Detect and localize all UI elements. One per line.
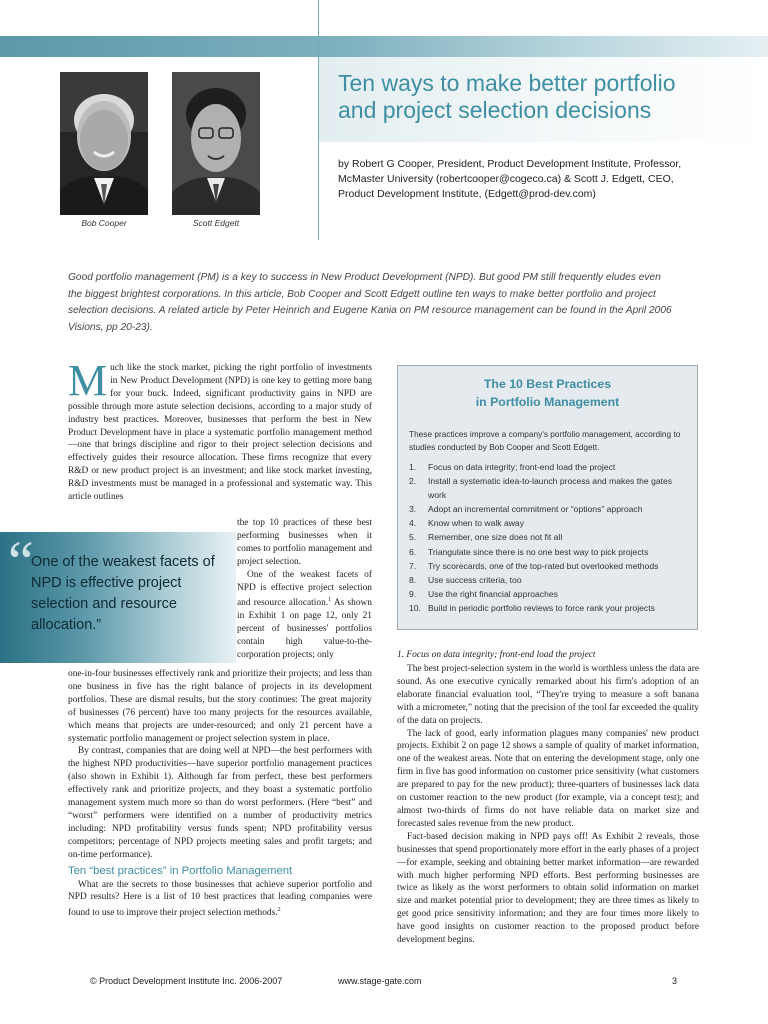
dismal-results-paragraph: one-in-four businesses effectively rank and prioritize their projects; and less than one business in five has the right balance of projects in its development portfolios. These are dismal results, but the story continues: The great majority of businesses (76 percent) have too many projects for the resources available, which means that projects are under-resourced; and only 21 percent have a systematic portfolio management or project selection system in place. [68, 669, 372, 744]
author-photo-scott-edgett [172, 72, 260, 215]
intro-line-1: Good portfolio management (PM) is a key to success in New Product Development (NPD). But good PM still frequently eludes even [68, 272, 661, 283]
list-item [409, 601, 694, 615]
best-practices-title-line-1: The 10 Best Practices [483, 377, 612, 391]
header-band [0, 36, 768, 57]
list-text: Remember, one size does not fit all [428, 532, 563, 543]
exhibit-text: As shown in Exhibit 1 on page 12, only 21 percent of businesses' portfolios contain high value-to-the-corporation projects; only [237, 598, 372, 661]
list-item-continuation [409, 488, 694, 502]
best-practices-list [409, 460, 694, 615]
best-performers-paragraph: By contrast, companies that are doing well at NPD—the best performers with the highest NPD productivities—have superior portfolio management practices (also shown in Exhibit 1). Although far from perfect, these best performers effectively rank and prioritize projects, and they boast a systematic portfolio management system much more so than do worst performers. (Here “best” and “worst” performers were identified on a number of productivity metrics including: NPD profitability versus funds spent; NPD profitability versus competitors; percentage of NPD projects meeting sales and profit targets; and on-time performance). [68, 746, 372, 860]
list-text: Try scorecards, one of the top-rated but overlooked methods [428, 560, 659, 571]
title-line-2: and project selection decisions [338, 97, 652, 123]
list-number: 5. [409, 532, 417, 543]
footnote-ref-1: 1 [328, 597, 332, 604]
list-item [409, 587, 694, 601]
secrets-paragraph [68, 879, 372, 921]
list-text: Use the right financial approaches [428, 588, 558, 599]
page-number: 3 [672, 976, 678, 986]
best-practices-intro: These practices improve a company's portfolio management, according to studies conducted by Bob Cooper and Scott Edgett. [409, 429, 681, 452]
list-text: Triangulate since there is no one best way to pick projects [428, 546, 649, 557]
best-practices-heading: Ten “best practices” in Portfolio Management [68, 864, 293, 877]
opening-paragraph-end: the top 10 practices of these best performing businesses when it comes to portfolio management and project selection. [237, 518, 372, 567]
pull-quote-text: One of the weakest facets of NPD is effective project selection and resource allocation.” [31, 554, 215, 633]
list-item [409, 502, 694, 516]
list-text: Focus on data integrity; front-end load the project [428, 462, 616, 472]
photo-caption-scott-edgett: Scott Edgett [192, 218, 240, 228]
secrets-text: What are the secrets to those businesses that achieve superior portfolio and NPD results? Here is a list of 10 best practices that leading companies were found to use to improve their project selection methods. [68, 879, 372, 919]
early-information-paragraph: The lack of good, early information plagues many companies' new product projects. Exhibit 2 on page 12 shows a sample of quality of market information, one of the weakest areas. Note that on entering the development stage, only one firm in five has good information on customer price sensitivity (what customers are prepared to pay for the new product); three-quarters of businesses lack data on customer reaction to the new product (for example, via a concept test); and almost two-thirds of firms do not have reliable data on market size and forecasted sales revenue from the new product. [397, 728, 699, 829]
fact-based-paragraph: Fact-based decision making in NPD pays off! As Exhibit 2 reveals, those businesses that spend proportionately more effort in the early phases of a project—for example, seeking and obtaining better market information—are rewarded with much higher performing NPD efforts. Best performing businesses are twice as likely as the worst performers to obtain solid information on market size and market potential prior to development; they are three times as likely to get good price sensitivity information; and they are four times more likely to have good insights on customer reaction to the proposed product before development begins. [397, 831, 699, 946]
photo-caption-bob-cooper: Bob Cooper [81, 218, 127, 228]
footnote-ref-2: 2 [277, 907, 281, 914]
opening-paragraph [68, 356, 372, 504]
byline [338, 157, 738, 202]
list-item [409, 516, 694, 530]
list-item [409, 474, 694, 488]
list-number: 4. [409, 518, 417, 529]
author-photo-bob-cooper [60, 72, 148, 215]
quote-mark: “ [8, 529, 34, 594]
list-number: 10. [409, 602, 421, 613]
intro-line-3: selection decisions. A related article by Peter Heinrich and Eugene Kania on PM resource management can be found in the April 2006 [68, 305, 672, 316]
list-item [409, 530, 694, 544]
best-practices-title-line-2: in Portfolio Management [475, 395, 620, 409]
drop-cap: M [68, 356, 108, 405]
list-text: work [428, 490, 447, 501]
intro-line-4: Visions, pp 20-23). [68, 321, 153, 333]
weakest-facets-paragraph [237, 569, 372, 662]
list-number: 8. [409, 574, 417, 585]
intro-paragraph [68, 270, 702, 336]
left-column-top [68, 356, 372, 504]
list-item [409, 559, 694, 573]
intro-line-2: the biggest brightest corporations. In this article, Bob Cooper and Scott Edgett outline ten ways to make better portfolio and project [68, 288, 656, 300]
left-column-bottom [68, 668, 372, 920]
list-number: 9. [409, 588, 417, 599]
list-text: Build in periodic portfolio reviews to force rank your projects [428, 602, 655, 613]
list-number: 6. [409, 546, 417, 557]
list-item [409, 573, 694, 587]
left-column-narrow [237, 517, 372, 662]
right-column [397, 663, 699, 947]
list-text: Install a systematic idea-to-launch process and makes the gates [428, 476, 673, 487]
list-number: 3. [409, 504, 417, 515]
byline-line-2: McMaster University (robertcooper@cogeco.ca) & Scott J. Edgett, CEO, [338, 173, 674, 185]
list-number: 7. [409, 560, 417, 571]
article-title [338, 70, 758, 124]
footer-copyright: © Product Development Institute Inc. 2006-2007 [90, 976, 283, 986]
list-text: Know when to walk away [428, 518, 525, 529]
weakest-facets-text: One of the weakest facets of NPD is effective project selection and resource allocation. [237, 569, 372, 609]
list-number: 1. [409, 462, 417, 472]
byline-line-3: Product Development Institute, (Edgett@prod-dev.com) [338, 188, 596, 200]
data-integrity-paragraph: The best project-selection system in the world is worthless unless the data are sound. As one executive cynically remarked about his firm's adoption of an elaborate financial evaluation tool, “They're trying to measure a soft banana with a micrometer,” noting that the precision of the tool far exceeded the quality of the data on projects. [397, 664, 699, 726]
opening-text: uch like the stock market, picking the right portfolio of investments in New Product Development (NPD) is one key to getting more bang for your buck. Indeed, significant productivity gains in NPD are possible through more astute selection decisions, according to a major study of industry best practices. Moreover, businesses that perform the best in New Product Development have in place a systematic portfolio management method—one that brings discipline and rigor to their project selection decisions and effectively guides their resource allocation. These firms recognize that every R&D or new product project is an investment; and like stock market investing, R&D investments must be managed in a professional and systematic way. This article outlines [68, 363, 372, 503]
list-text: Adopt an incremental commitment or “options” approach [428, 504, 643, 515]
list-item [409, 545, 694, 559]
best-practices-title [397, 375, 698, 411]
byline-line-1: by Robert G Cooper, President, Product Development Institute, Professor, [338, 158, 682, 170]
section-heading-data-integrity: 1. Focus on data integrity; front-end load the project [397, 650, 596, 660]
list-number: 2. [409, 476, 417, 487]
footer-url[interactable]: www.stage-gate.com [338, 976, 422, 986]
title-line-1: Ten ways to make better portfolio [338, 70, 676, 96]
list-text: Use success criteria, too [428, 574, 522, 585]
list-item [409, 460, 694, 474]
